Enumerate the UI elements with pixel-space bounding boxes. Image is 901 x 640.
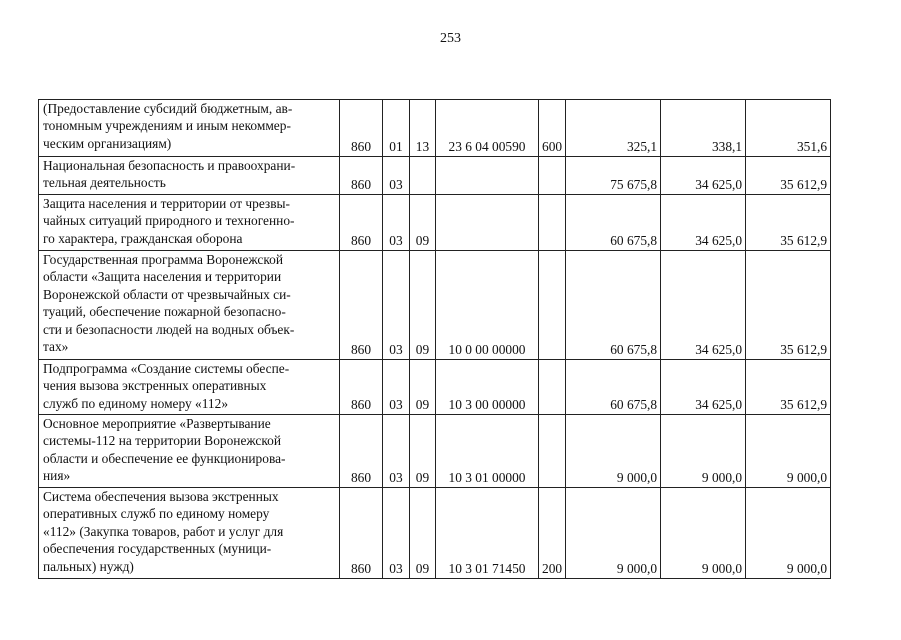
grbs-cell: 860	[340, 100, 383, 157]
budget-table	[38, 99, 831, 579]
row-name-cell	[39, 360, 340, 415]
subsection-cell: 09	[410, 195, 436, 251]
section-cell: 01	[383, 100, 410, 157]
section-cell: 03	[383, 195, 410, 251]
amount-year2-cell: 34 625,0	[661, 360, 746, 415]
subsection-cell	[410, 157, 436, 195]
target-article-cell	[436, 195, 539, 251]
grbs-cell: 860	[340, 251, 383, 360]
target-article-cell: 10 3 01 71450	[436, 488, 539, 579]
amount-year2-cell: 34 625,0	[661, 157, 746, 195]
amount-year3-cell: 9 000,0	[746, 415, 831, 488]
amount-year2-cell: 338,1	[661, 100, 746, 157]
grbs-cell: 860	[340, 415, 383, 488]
subsection-cell: 09	[410, 415, 436, 488]
row-name-line: туаций, обеспечение пожарной безопасно-	[43, 304, 286, 320]
expense-type-cell	[539, 415, 566, 488]
subsection-cell: 09	[410, 360, 436, 415]
target-article-cell: 10 3 01 00000	[436, 415, 539, 488]
table-row	[39, 360, 831, 415]
amount-year3-cell: 35 612,9	[746, 157, 831, 195]
grbs-cell: 860	[340, 488, 383, 579]
row-name-line: «112» (Закупка товаров, работ и услуг для	[43, 523, 284, 539]
amount-year3-cell: 35 612,9	[746, 195, 831, 251]
section-cell: 03	[383, 415, 410, 488]
row-name-line: системы-112 на территории Воронежской	[43, 433, 282, 449]
row-name-line: тономным учреждениям и иным некоммер-	[43, 118, 291, 134]
section-cell: 03	[383, 251, 410, 360]
subsection-cell: 09	[410, 488, 436, 579]
row-name-line: го характера, гражданская оборона	[43, 230, 243, 246]
target-article-cell: 23 6 04 00590	[436, 100, 539, 157]
expense-type-cell: 200	[539, 488, 566, 579]
row-name-line: ния»	[43, 468, 71, 484]
row-name-line: Национальная безопасность и правоохрани-	[43, 158, 296, 173]
row-name-line: Воронежской области от чрезвычайных си-	[43, 286, 291, 302]
amount-year3-cell: 351,6	[746, 100, 831, 157]
row-name-line: пальных) нужд)	[43, 558, 134, 574]
grbs-cell: 860	[340, 157, 383, 195]
amount-year1-cell: 60 675,8	[566, 195, 661, 251]
grbs-cell: 860	[340, 195, 383, 251]
row-name-line: чайных ситуаций природного и техногенно-	[43, 213, 295, 229]
section-cell: 03	[383, 360, 410, 415]
page-number: 253	[440, 31, 461, 46]
expense-type-cell	[539, 195, 566, 251]
row-name-line: области «Защита населения и территории	[43, 269, 282, 285]
subsection-cell: 09	[410, 251, 436, 360]
row-name-line: Защита населения и территории от чрезвы-	[43, 196, 290, 211]
expense-type-cell	[539, 157, 566, 195]
amount-year2-cell: 9 000,0	[661, 415, 746, 488]
row-name-line: Основное мероприятие «Развертывание	[43, 416, 271, 431]
row-name-line: тельная деятельность	[43, 175, 166, 191]
target-article-cell: 10 3 00 00000	[436, 360, 539, 415]
expense-type-cell	[539, 360, 566, 415]
row-name-line: области и обеспечение ее функционирова-	[43, 450, 286, 466]
table-row	[39, 415, 831, 488]
section-cell: 03	[383, 488, 410, 579]
amount-year2-cell: 9 000,0	[661, 488, 746, 579]
row-name-cell	[39, 488, 340, 579]
table-row	[39, 251, 831, 360]
amount-year1-cell: 9 000,0	[566, 415, 661, 488]
row-name-line: ческим организациям)	[43, 135, 172, 151]
row-name-cell	[39, 415, 340, 488]
table-body	[39, 100, 831, 579]
row-name-line: служб по единому номеру «112»	[43, 395, 229, 411]
amount-year1-cell: 9 000,0	[566, 488, 661, 579]
amount-year1-cell: 60 675,8	[566, 360, 661, 415]
row-name-cell	[39, 195, 340, 251]
amount-year3-cell: 35 612,9	[746, 251, 831, 360]
section-cell: 03	[383, 157, 410, 195]
row-name-line: Подпрограмма «Создание системы обеспе-	[43, 361, 290, 376]
row-name-line: чения вызова экстренных оперативных	[43, 378, 267, 394]
amount-year2-cell: 34 625,0	[661, 195, 746, 251]
row-name-line: Государственная программа Воронежской	[43, 252, 284, 267]
row-name-line: (Предоставление субсидий бюджетным, ав-	[43, 101, 293, 116]
target-article-cell: 10 0 00 00000	[436, 251, 539, 360]
grbs-cell: 860	[340, 360, 383, 415]
amount-year1-cell: 75 675,8	[566, 157, 661, 195]
table-row	[39, 488, 831, 579]
table-row	[39, 100, 831, 157]
row-name-cell	[39, 251, 340, 360]
expense-type-cell: 600	[539, 100, 566, 157]
amount-year3-cell: 9 000,0	[746, 488, 831, 579]
row-name-line: сти и безопасности людей на водных объек-	[43, 321, 295, 337]
row-name-line: оперативных служб по единому номеру	[43, 506, 270, 522]
amount-year3-cell: 35 612,9	[746, 360, 831, 415]
row-name-line: тах»	[43, 339, 69, 355]
target-article-cell	[436, 157, 539, 195]
table-row	[39, 195, 831, 251]
table-row	[39, 157, 831, 195]
row-name-line: Система обеспечения вызова экстренных	[43, 489, 279, 504]
row-name-cell	[39, 100, 340, 157]
subsection-cell: 13	[410, 100, 436, 157]
row-name-line: обеспечения государственных (муници-	[43, 541, 272, 557]
row-name-cell	[39, 157, 340, 195]
amount-year2-cell: 34 625,0	[661, 251, 746, 360]
amount-year1-cell: 325,1	[566, 100, 661, 157]
amount-year1-cell: 60 675,8	[566, 251, 661, 360]
expense-type-cell	[539, 251, 566, 360]
